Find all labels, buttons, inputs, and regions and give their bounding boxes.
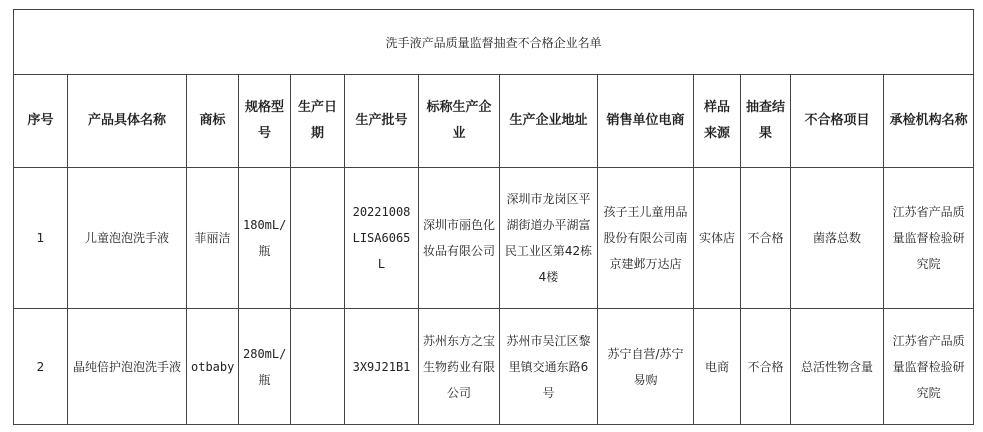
cell-no: 2 bbox=[14, 309, 68, 425]
header-manufacturer: 标称生产企业 bbox=[419, 75, 500, 168]
cell-address: 深圳市龙岗区平湖街道办平湖富民工业区第42栋4楼 bbox=[500, 168, 598, 309]
failed-enterprise-table bbox=[13, 9, 974, 425]
cell-batch: 20221008LISA6065L bbox=[345, 168, 419, 309]
cell-batch: 3X9J21B1 bbox=[345, 309, 419, 425]
header-batch: 生产批号 bbox=[345, 75, 419, 168]
cell-failed-item: 菌落总数 bbox=[791, 168, 884, 309]
header-product: 产品具体名称 bbox=[68, 75, 187, 168]
inspection-sheet bbox=[13, 9, 973, 427]
cell-no: 1 bbox=[14, 168, 68, 309]
cell-source: 电商 bbox=[694, 309, 741, 425]
cell-date bbox=[291, 168, 345, 309]
cell-brand: 菲丽洁 bbox=[187, 168, 239, 309]
cell-failed-item: 总活性物含量 bbox=[791, 309, 884, 425]
cell-spec: 180mL/瓶 bbox=[239, 168, 291, 309]
table-row bbox=[14, 309, 974, 425]
cell-spec: 280mL/瓶 bbox=[239, 309, 291, 425]
header-row bbox=[14, 75, 974, 168]
cell-agency: 江苏省产品质量监督检验研究院 bbox=[884, 309, 974, 425]
cell-manufacturer: 苏州东方之宝生物药业有限公司 bbox=[419, 309, 500, 425]
header-source: 样品来源 bbox=[694, 75, 741, 168]
table-row bbox=[14, 168, 974, 309]
cell-result: 不合格 bbox=[741, 168, 791, 309]
cell-agency: 江苏省产品质量监督检验研究院 bbox=[884, 168, 974, 309]
cell-seller: 孩子王儿童用品股份有限公司南京建邺万达店 bbox=[598, 168, 694, 309]
header-agency: 承检机构名称 bbox=[884, 75, 974, 168]
header-address: 生产企业地址 bbox=[500, 75, 598, 168]
header-date: 生产日期 bbox=[291, 75, 345, 168]
cell-manufacturer: 深圳市丽色化妆品有限公司 bbox=[419, 168, 500, 309]
cell-seller: 苏宁自营/苏宁易购 bbox=[598, 309, 694, 425]
header-failed-item: 不合格项目 bbox=[791, 75, 884, 168]
cell-product: 晶纯倍护泡泡洗手液 bbox=[68, 309, 187, 425]
cell-source: 实体店 bbox=[694, 168, 741, 309]
cell-address: 苏州市吴江区黎里镇交通东路6号 bbox=[500, 309, 598, 425]
table-title: 洗手液产品质量监督抽查不合格企业名单 bbox=[14, 10, 974, 75]
header-no: 序号 bbox=[14, 75, 68, 168]
cell-date bbox=[291, 309, 345, 425]
cell-product: 儿童泡泡洗手液 bbox=[68, 168, 187, 309]
header-result: 抽查结果 bbox=[741, 75, 791, 168]
header-seller: 销售单位电商 bbox=[598, 75, 694, 168]
cell-result: 不合格 bbox=[741, 309, 791, 425]
header-brand: 商标 bbox=[187, 75, 239, 168]
header-spec: 规格型号 bbox=[239, 75, 291, 168]
cell-brand: otbaby bbox=[187, 309, 239, 425]
